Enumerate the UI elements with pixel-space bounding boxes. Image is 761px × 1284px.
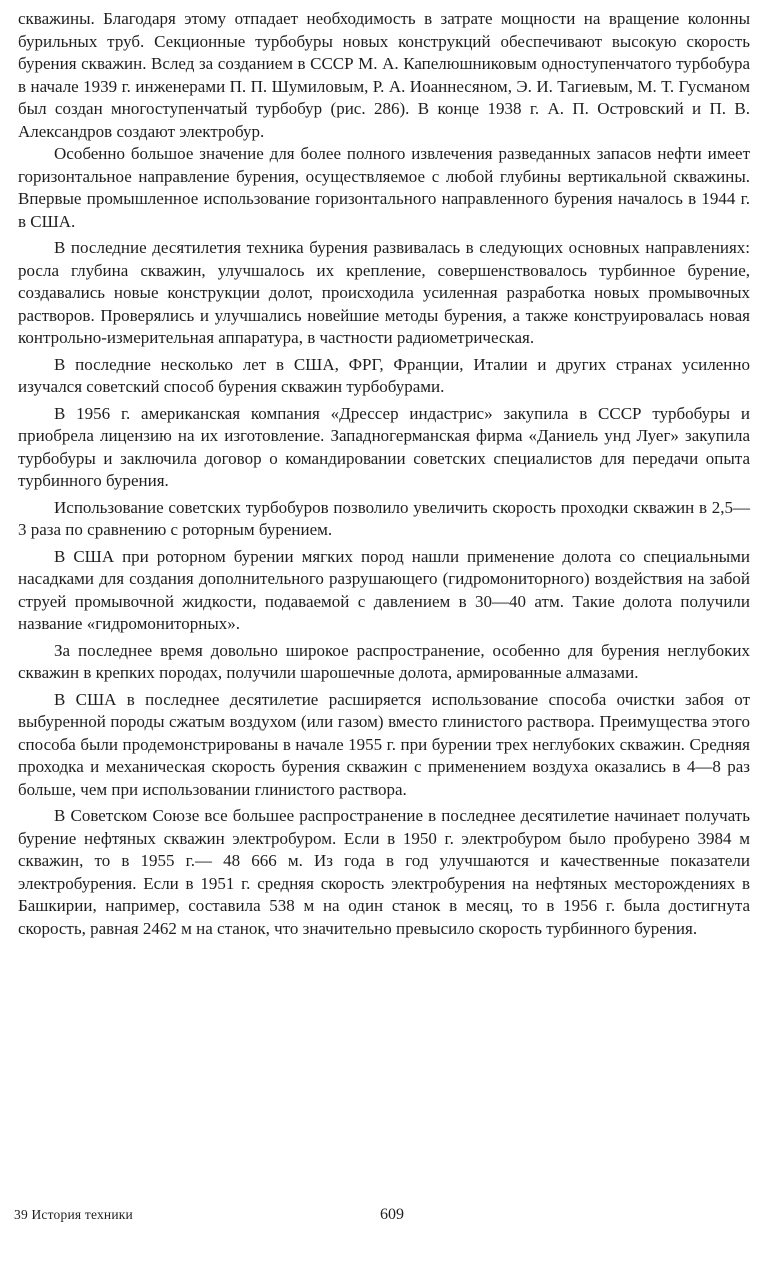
paragraph-license-purchase: В 1956 г. американская компания «Дрессер индастрис» закупила в СССР турбобуры и приобрела лицензию на их изготовление. Западногерманская фирма «Даниель унд Луег» закупила турбобуры и заключила договор о командировании советских специалистов для передачи опыта турбинного бурения.	[18, 403, 750, 490]
paragraph-turbodrill-history: скважины. Благодаря этому отпадает необходимость в затрате мощности на вращение колонны бурильных труб. Секционные турбобуры новых конструкций обеспечивают высокую скорость бурения скважин. Вслед за созданием в СССР М. А. Капелюшниковым одноступенчатого турбобура в начале 1939 г. инженерами П. П. Шумиловым, Р. А. Иоаннесяном, Э. И. Тагиевым, М. Т. Гусманом был создан многоступенчатый турбобур (рис. 286). В конце 1938 г. А. П. Островский и П. В. Александров создают электробур.	[18, 9, 750, 141]
printer-signature: 39 История техники	[14, 1207, 133, 1222]
page	[18, 8, 750, 1272]
paragraph-speed-increase: Использование советских турбобуров позволило увеличить скорость проходки скважин в 2,5—3 раза по сравнению с роторным бурением.	[18, 497, 750, 539]
paragraph-drilling-directions: В последние десятилетия техника бурения развивалась в следующих основных направлениях: росла глубина скважин, улучшалось их крепление, совершенствовалось турбинное бурение, создавались новые конструкции долот, происходила усиленная разработка новых промывочных растворов. Проверялись и улучшались новейшие методы бурения, а также конструировалась новая контрольно-измерительная аппаратура, в частности радиометрическая.	[18, 238, 750, 347]
paragraph-electrodrill: В Советском Союзе все большее распространение в последнее десятилетие начинает получать бурение нефтяных скважин электробуром. Если в 1950 г. электробуром было пробурено 3984 м скважин, то в 1955 г.— 48 666 м. Из года в год улучшаются и качественные показатели электробурения. Если в 1951 г. средняя скорость электробурения на нефтяных месторождениях в Башкирии, например, составила 538 м на один станок в месяц, то в 1956 г. была достигнута скорость, равная 2462 м на станок, что значительно превысило скорость турбинного бурения.	[18, 806, 750, 938]
page-number: 609	[380, 1206, 404, 1223]
paragraph-foreign-study: В последние несколько лет в США, ФРГ, Франции, Италии и других странах усиленно изучался советский способ бурения скважин турбобурами.	[18, 354, 750, 396]
paragraph-air-drilling: В США в последнее десятилетие расширяется использование способа очистки забоя от выбуренной породы сжатым воздухом (или газом) вместо глинистого раствора. Преимущества этого способа были продемонстрированы в начале 1955 г. при бурении трех неглубоких скважин. Средняя проходка и механическая скорость бурения скважин с применением воздуха оказались в 4—8 раз больше, чем при использовании глинистого раствора.	[18, 689, 750, 799]
paragraph-hydromonitor-bits: В США при роторном бурении мягких пород нашли применение долота со специальными насадками для создания дополнительного разрушающего (гидромониторного) воздействия на забой струей промывочной жидкости, подаваемой с давлением в 30—40 атм. Такие долота получили название «гидромониторных».	[18, 546, 750, 633]
page-footer	[14, 1207, 714, 1231]
paragraph-diamond-bits: За последнее время довольно широкое распространение, особенно для бурения неглубоких скважин в крепких породах, получили шарошечные долота, армированные алмазами.	[18, 640, 750, 682]
text-column	[18, 8, 750, 940]
paragraph-horizontal-drilling: Особенно большое значение для более полного извлечения разведанных запасов нефти имеет горизонтальное направление бурения, осуществляемое с любой глубины вертикальной скважины. Впервые промышленное использование горизонтального направленного бурения началось в 1944 г. в США.	[18, 144, 750, 231]
